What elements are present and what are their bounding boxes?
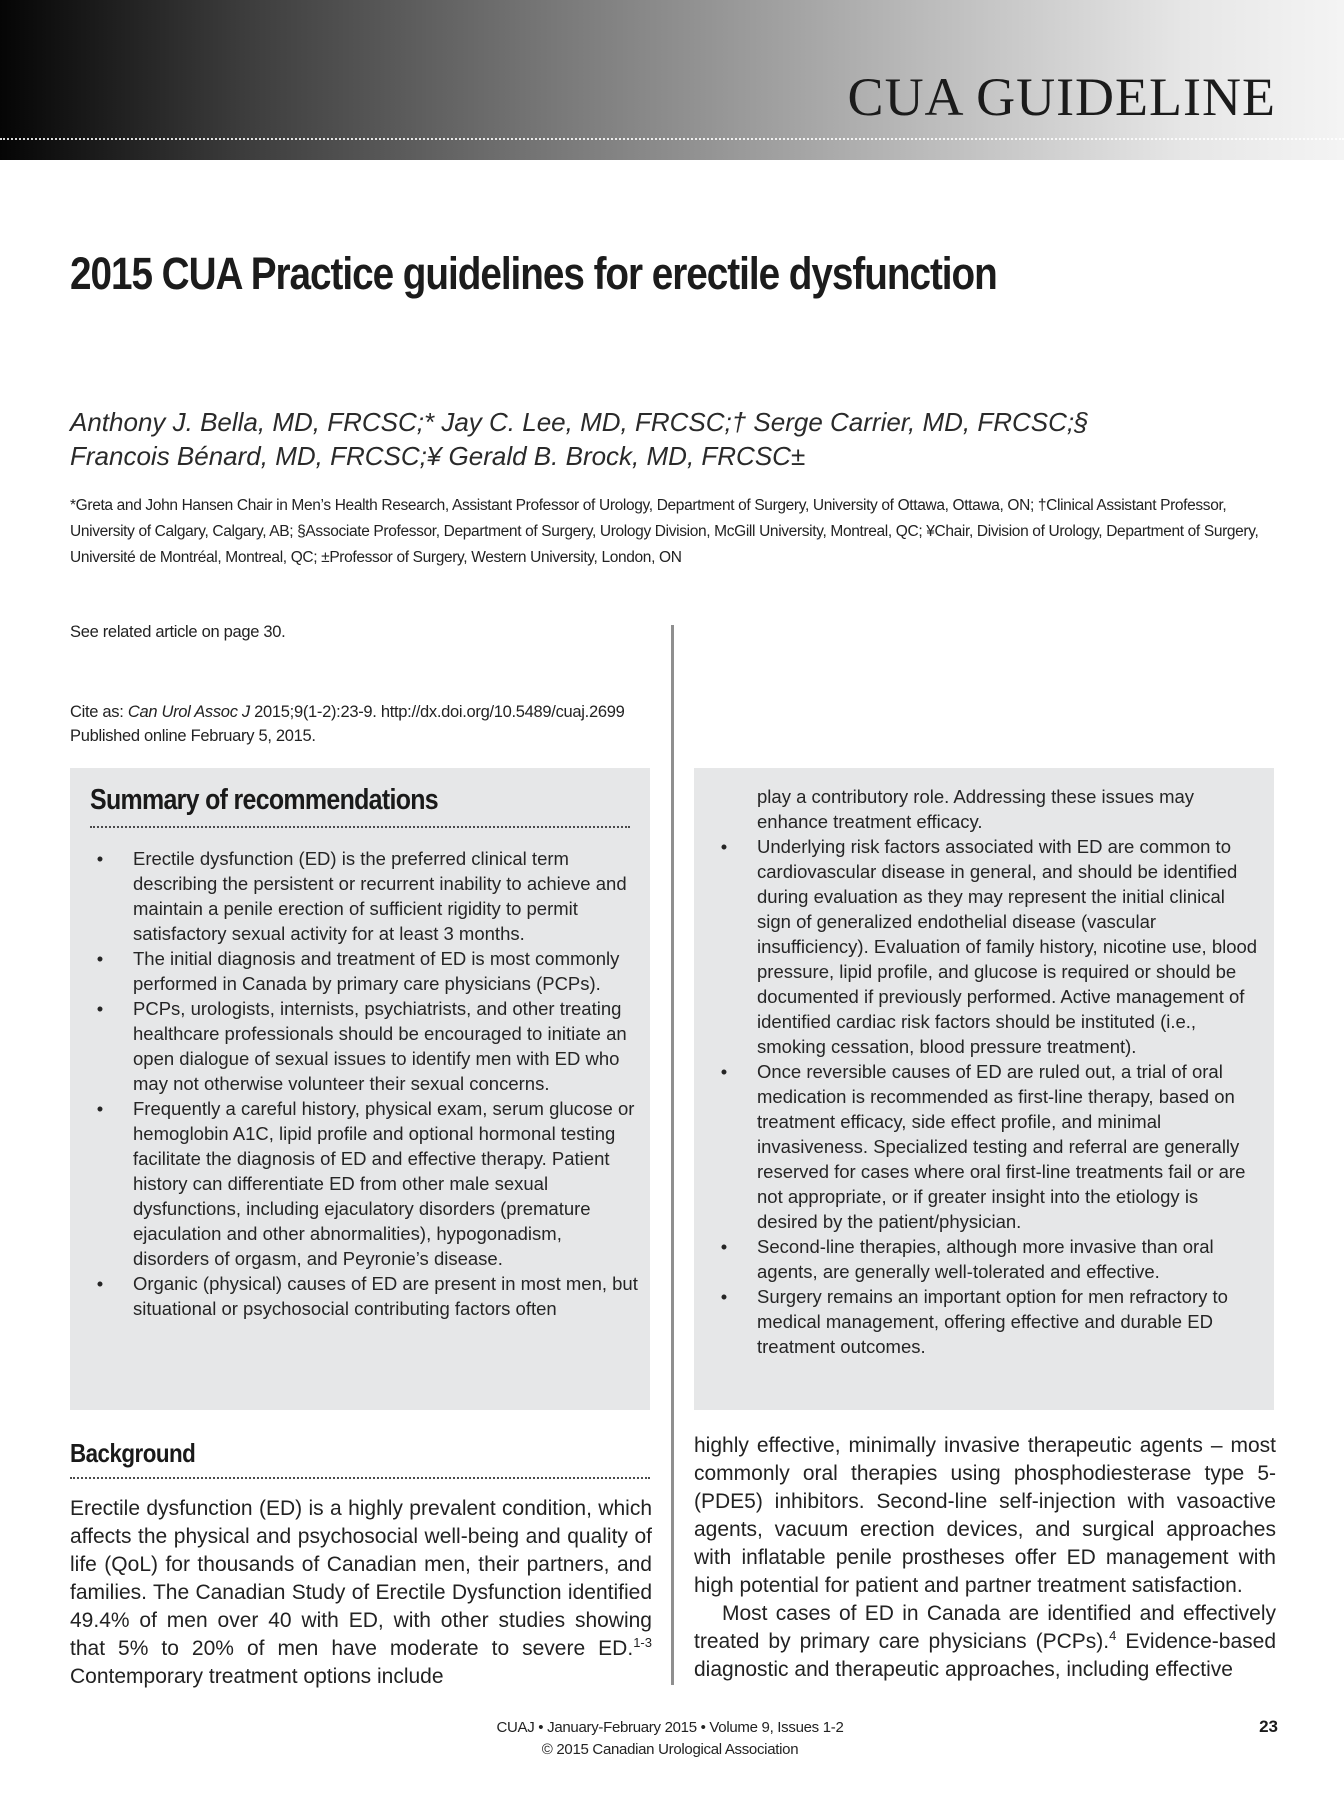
page-footer	[420, 1717, 920, 1761]
recommendation-item	[714, 834, 1262, 1059]
journal-issue-line: CUAJ • January-February 2015 • Volume 9, Issues 1-2	[496, 1719, 844, 1736]
background-paragraph	[694, 1600, 1276, 1684]
body-text-span: Most cases of ED in Canada are identified and effectively treated by primary care physicians (PCPs).	[694, 1602, 1276, 1653]
background-heading: Background	[70, 1438, 196, 1468]
body-text-span: Evidence-based diagnostic and therapeutic approaches, including effective	[694, 1630, 1277, 1681]
summary-dotted-rule	[90, 826, 630, 828]
header-banner	[0, 0, 1344, 160]
background-paragraph-left	[70, 1495, 652, 1691]
recommendation-item	[714, 1234, 1262, 1284]
recommendation-list-left	[90, 846, 638, 1321]
recommendation-text: Underlying risk factors associated with ED are common to cardiovascular disease in general, and should be identified during evaluation as they may represent the initial clinical sign of generalized endothelial disease (vascular insufficiency). Evaluation of family history, nicotine use, blood pressure, lipid profile, and glucose is required or should be documented if previously performed. Active management of identified cardiac risk factors should be instituted (i.e., smoking cessation, blood pressure treatment).	[757, 836, 1258, 1057]
background-dotted-rule	[70, 1477, 650, 1479]
recommendation-item	[90, 1096, 638, 1271]
recommendation-text: Erectile dysfunction (ED) is the preferred clinical term describing the persistent or recurrent inability to achieve and maintain a penile erection of sufficient rigidity to permit satisfactory sexual activity for at least 3 months.	[133, 848, 627, 944]
copyright-line: © 2015 Canadian Urological Association	[541, 1741, 799, 1758]
background-paragraph: highly effective, minimally invasive therapeutic agents – most commonly oral therapies using phosphodiesterase type 5-(PDE5) inhibitors. Second-line self-injection with vasoactive agents, vacuum erection devices, and surgical approaches with inflatable penile prostheses offer ED management with high potential for patient and partner treatment satisfaction.	[694, 1434, 1276, 1597]
cite-prefix: Cite as:	[70, 703, 128, 721]
author-list	[70, 405, 1270, 473]
recommendation-text: PCPs, urologists, internists, psychiatrists, and other treating healthcare professionals should be encouraged to initiate an open dialogue of sexual issues to identify men with ED who may not otherwise volunteer their sexual concerns.	[133, 998, 627, 1094]
cite-journal: Can Urol Assoc J	[127, 703, 250, 721]
recommendation-item	[90, 1271, 638, 1321]
published-date: Published online February 5, 2015.	[70, 727, 316, 745]
bullet-glyph: •	[720, 1236, 728, 1257]
banner-title: CUA GUIDELINE	[847, 67, 1276, 127]
recommendation-item	[90, 996, 638, 1096]
recommendation-text: Once reversible causes of ED are ruled out, a trial of oral medication is recommended as first-line therapy, based on treatment efficacy, side effect profile, and minimal invasiveness. Specialized testing and referral are generally reserved for cases where oral first-line treatments fail or are not appropriate, or if greater insight into the etiology is desired by the patient/physician.	[757, 1061, 1246, 1232]
recommendation-list-right	[714, 784, 1262, 1359]
bullet-glyph: •	[96, 998, 104, 1019]
recommendation-text: Organic (physical) causes of ED are present in most men, but situational or psychosocial contributing factors often	[133, 1273, 638, 1319]
background-column-right	[694, 1432, 1276, 1684]
page-number: 23	[1259, 1717, 1278, 1736]
authors-line-1: Anthony J. Bella, MD, FRCSC;* Jay C. Lee, MD, FRCSC;† Serge Carrier, MD, FRCSC;§	[70, 407, 1089, 437]
related-article-note: See related article on page 30.	[70, 623, 286, 641]
banner-dotted-rule	[0, 138, 1344, 140]
summary-heading: Summary of recommendations	[90, 784, 439, 816]
column-divider	[671, 625, 674, 1685]
recommendation-item	[90, 946, 638, 996]
recommendation-text: Second-line therapies, although more invasive than oral agents, are generally well-tolerated and effective.	[757, 1236, 1214, 1282]
summary-box-right	[694, 768, 1274, 1410]
recommendation-text: Frequently a careful history, physical exam, serum glucose or hemoglobin A1C, lipid profile and optional hormonal testing facilitate the diagnosis of ED and effective therapy. Patient history can differentiate ED from other male sexual dysfunctions, including ejaculatory disorders (premature ejaculation and other abnormalities), hypogonadism, disorders of orgasm, and Peyronie’s disease.	[133, 1098, 635, 1269]
recommendation-item	[714, 1284, 1262, 1359]
bullet-glyph: •	[720, 836, 728, 857]
bullet-glyph: •	[720, 1061, 728, 1082]
affiliations: *Greta and John Hansen Chair in Men’s Health Research, Assistant Professor of Urology, Department of Surgery, University of Ottawa, Ottawa, ON; †Clinical Assistant Professor, University of Calgary, Calgary, AB; §Associate Professor, Department of Surgery, Urology Division, McGill University, Montreal, QC; ¥Chair, Division of Urology, Department of Surgery, Université de Montréal, Montreal, QC; ±Professor of Surgery, Western University, London, ON	[70, 497, 1259, 566]
recommendation-item	[714, 1059, 1262, 1234]
reference-superscript: 4	[1109, 1628, 1117, 1643]
recommendation-text: Surgery remains an important option for men refractory to medical management, offering effective and durable ED treatment outcomes.	[757, 1286, 1228, 1357]
recommendation-continuation: play a contributory role. Addressing these issues may enhance treatment efficacy.	[757, 786, 1195, 832]
body-text-span: Contemporary treatment options include	[70, 1665, 444, 1688]
recommendation-item	[90, 846, 638, 946]
citation-line	[70, 700, 624, 724]
article-title: 2015 CUA Practice guidelines for erectile dysfunction	[70, 248, 997, 299]
bullet-glyph: •	[96, 1098, 104, 1119]
authors-line-2: Francois Bénard, MD, FRCSC;¥ Gerald B. Brock, MD, FRCSC±	[70, 441, 806, 471]
body-text-span: Erectile dysfunction (ED) is a highly prevalent condition, which affects the physical and psychosocial well-being and quality of life (QoL) for thousands of Canadian men, their partners, and families. The Canadian Study of Erectile Dysfunction identified 49.4% of men over 40 with ED, with other studies showing that 5% to 20% of men have moderate to severe ED.	[70, 1497, 652, 1660]
bullet-glyph: •	[96, 1273, 104, 1294]
reference-superscript: 1-3	[633, 1635, 652, 1650]
bullet-glyph: •	[96, 848, 104, 869]
summary-box-left	[70, 768, 650, 1410]
recommendation-text: The initial diagnosis and treatment of ED is most commonly performed in Canada by primary care physicians (PCPs).	[133, 948, 620, 994]
citation-block	[70, 700, 624, 748]
bullet-glyph: •	[720, 1286, 728, 1307]
cite-details: 2015;9(1-2):23-9. http://dx.doi.org/10.5489/cuaj.2699	[249, 703, 625, 721]
bullet-glyph: •	[96, 948, 104, 969]
